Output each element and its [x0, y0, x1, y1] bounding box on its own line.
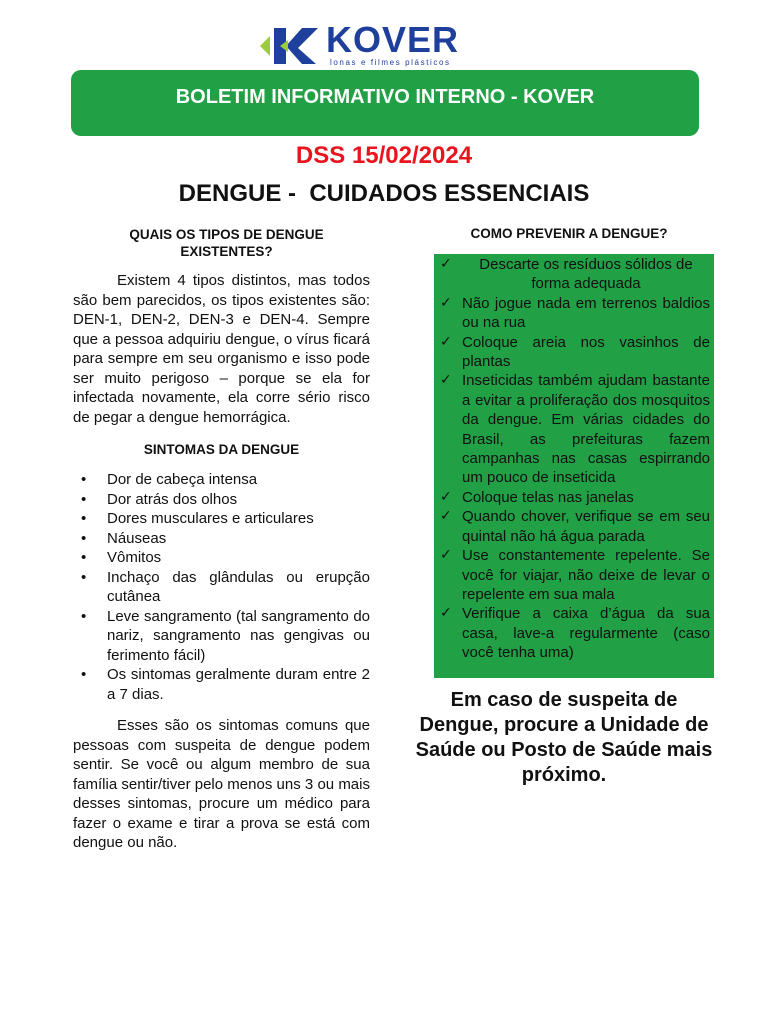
- list-item: • Dor de cabeça intensa: [107, 470, 370, 490]
- list-item: ✓ Inseticidas também ajudam bastante a evitar a proliferação dos mosquitos da dengue. Em várias cidades do Brasil, as prefeituras fazem campanhas nas casas espirrando um pouco de inseticida: [462, 371, 710, 487]
- symptoms-list: [73, 470, 370, 704]
- dss-date: DSS 15/02/2024: [295, 142, 473, 169]
- kover-logo: [258, 20, 488, 70]
- list-item: • Dor atrás dos olhos: [107, 490, 370, 510]
- list-item: • Leve sangramento (tal sangramento do nariz, sangramento nas gengivas ou ferimento fácil): [107, 607, 370, 666]
- list-item: • Dores musculares e articulares: [107, 509, 370, 529]
- list-item: ✓ Verifique a caixa d’água da sua casa, lave-a regularmente (caso você tenha uma): [462, 604, 710, 662]
- dengue-types-heading: QUAIS OS TIPOS DE DENGUE EXISTENTES?: [129, 227, 324, 259]
- left-column: [73, 226, 370, 853]
- kover-k-icon: [258, 24, 322, 68]
- list-item: ✓ Coloque areia nos vasinhos de plantas: [462, 333, 710, 372]
- dengue-types-paragraph: Existem 4 tipos distintos, mas todos são bem parecidos, os tipos existentes são: DEN-1, DEN-2, DEN-3 e DEN-4. Sempre que a pessoa adquiriu dengue, o vírus ficará para sempre em seu organismo e isso pode ser muito perigoso – porque se ela for infectada novamente, ela corre sério risco de pegar a dengue hemorrágica.: [73, 272, 370, 426]
- prevention-heading: COMO PREVENIR A DENGUE?: [470, 226, 668, 241]
- symptoms-heading: SINTOMAS DA DENGUE: [143, 442, 300, 457]
- right-column: [434, 226, 714, 662]
- list-item: • Vômitos: [107, 548, 370, 568]
- health-unit-callout: Em caso de suspeita de Dengue, procure a Unidade de Saúde ou Posto de Saúde mais próximo.: [415, 689, 713, 786]
- list-item: ✓ Coloque telas nas janelas: [462, 488, 710, 507]
- bulletin-banner: BOLETIM INFORMATIVO INTERNO - KOVER: [71, 70, 699, 136]
- list-item: ✓ Descarte os resíduos sólidos de forma adequada: [462, 255, 710, 294]
- list-item: • Náuseas: [107, 529, 370, 549]
- list-item: • Os sintomas geralmente duram entre 2 a 7 dias.: [107, 665, 370, 704]
- closing-paragraph: Esses são os sintomas comuns que pessoas com suspeita de dengue podem sentir. Se você ou algum membro de sua família sentir/tiver pelo menos uns 3 ou mais desses sintomas, procure um médico para fazer o exame e tirar a prova se está com dengue ou não.: [73, 717, 370, 851]
- list-item: ✓ Não jogue nada em terrenos baldios ou na rua: [462, 294, 710, 333]
- prevention-box: [434, 254, 714, 678]
- list-item: • Inchaço das glândulas ou erupção cutânea: [107, 568, 370, 607]
- document-title: DENGUE - CUIDADOS ESSENCIAIS: [178, 180, 590, 207]
- logo-tagline: lonas e filmes plásticos: [330, 58, 451, 67]
- list-item: ✓ Use constantemente repelente. Se você for viajar, não deixe de levar o repelente em sua mala: [462, 546, 710, 604]
- logo-wordmark: KOVER: [326, 19, 460, 60]
- list-item: ✓ Quando chover, verifique se em seu quintal não há água parada: [462, 507, 710, 546]
- prevention-list: [434, 255, 714, 663]
